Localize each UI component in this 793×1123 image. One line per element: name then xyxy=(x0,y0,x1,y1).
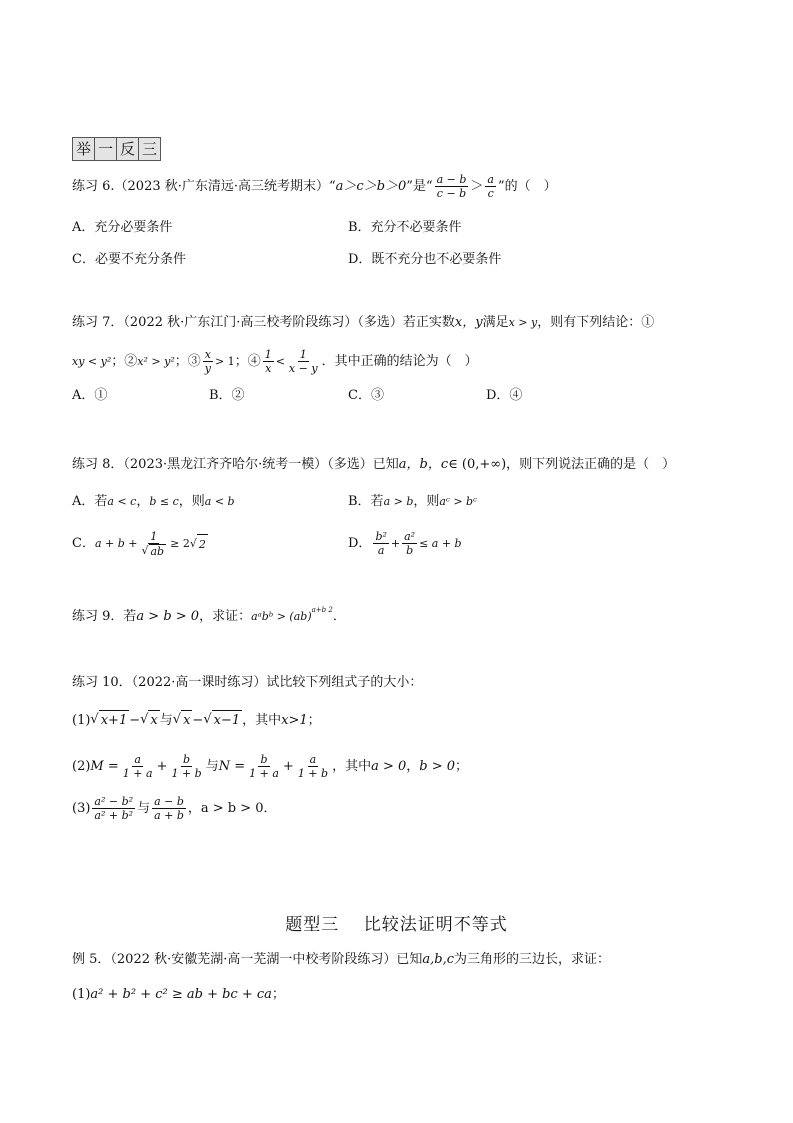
ex7-c3-tail: > 1 xyxy=(214,354,235,368)
ex8-vars: a，b，c xyxy=(398,457,449,472)
ex9-exponent: a+b 2 xyxy=(311,606,333,614)
ex7-suffix: ，则有下列结论：① xyxy=(537,315,655,330)
ex7-suffix-2: ．其中正确的结论为（ ） xyxy=(321,353,478,369)
ex7-option-b: B．② xyxy=(209,388,245,403)
section-heading: 题型三 比较法证明不等式 xyxy=(285,915,508,935)
ex7-condition: x > y xyxy=(508,316,538,329)
ex9-end: ． xyxy=(332,609,346,624)
ex6-option-c: C．必要不充分条件 xyxy=(72,252,186,267)
ex7-conclusion-2: x² > y² xyxy=(137,354,175,368)
ex8-option-d: D． $\frac{\text{b²}}{a}$ + $\frac{\text{a²}}{b}$ ≤ a + b xyxy=(348,530,462,557)
ex7-c4-right: $\frac{1}{x - y}$ xyxy=(288,348,318,375)
exercise-8-question xyxy=(72,455,675,475)
ex6-gt: ＞ xyxy=(470,178,484,194)
ex7-c4-label: ；④ xyxy=(234,353,261,369)
badge-char: 一 xyxy=(95,138,117,160)
exercise-10-title: 练习 10．（2022·高一课时练习）试比较下列组式子的大小： xyxy=(72,675,423,690)
ex7-c4-left: $\frac{1}{x}$ xyxy=(264,348,272,375)
ex6-option-b: B．充分不必要条件 xyxy=(348,220,462,235)
ex7-option-a: A．① xyxy=(72,388,108,403)
ex7-prefix: 练习 7．（2022 秋·广东江门·高三校考阶段练习）（多选）若正实数 xyxy=(72,315,455,330)
section-badge xyxy=(72,137,161,161)
badge-char: 三 xyxy=(142,140,158,158)
exercise-10-part-1: (1) √ x+1 − √ x 与 √ x − √ x−1 ，其中 x>1 ； xyxy=(72,710,321,731)
ex9-expression: aᵃbᵇ > (ab) xyxy=(251,610,312,623)
ex8-option-b: B．若 a > b ，则 aᶜ > bᶜ xyxy=(348,494,477,509)
badge-char: 反 xyxy=(117,138,139,160)
ex8-suffix: ，则下列说法正确的是（ ） xyxy=(506,457,676,472)
ex6-prefix: 练习 6.（2023 秋·广东清远·高三统考期末）“ xyxy=(72,178,336,194)
exercise-10-part-3: (3) $\frac{\text{a² − b²}}{\text{a² + b²}}$ 与 $\frac{a - b}{a + b}$ ，a > b > 0． xyxy=(72,795,277,822)
ex7-option-c: C．③ xyxy=(348,388,384,403)
ex7-c4-lt: < xyxy=(275,354,285,368)
exercise-10-part-2: (2) M = $\frac{a}{1 + a}$ + $\frac{b}{1 + b}$ 与 N = $\frac{b}{1 + a}$ + $\frac{a}{1 + b}$ ，其中 a > 0 ， b > 0 ； xyxy=(72,753,469,780)
example-5-part-1: (1) a² + b² + c² ≥ ab + bc + ca ； xyxy=(72,987,285,1002)
exercise-6-question xyxy=(72,173,557,200)
ex8-prefix: 练习 8．（2023·黑龙江齐齐哈尔·统考一模）（多选）已知 xyxy=(72,457,399,472)
ex8-option-c: C． a + b + 1 √ ab ≥ 2 √ 2 xyxy=(72,530,206,558)
ex9-mid: ，求证： xyxy=(199,609,252,624)
ex6-mid: ”是“ xyxy=(406,178,433,194)
ex8-domain: ∈ (0,+∞) xyxy=(448,457,507,472)
ex9-prefix: 练习 9．若 xyxy=(72,609,137,624)
ex7-conclusion-1: xy < y² xyxy=(72,354,112,368)
ex7-option-d: D．④ xyxy=(486,388,523,403)
ex8-c-fraction: 1 √ ab xyxy=(141,530,165,558)
example-5-question: 例 5．（2022 秋·安徽芜湖·高一芜湖一中校考阶段练习）已知 a,b,c 为三角形的三边长，求证： xyxy=(72,952,611,967)
ex6-suffix: ”的（ ） xyxy=(497,178,557,194)
exercise-9-question xyxy=(72,607,346,627)
ex9-condition: a > b > 0 xyxy=(136,609,200,624)
ex7-c2-label: ；② xyxy=(111,353,138,369)
exercise-7-line-1 xyxy=(72,313,654,333)
ex8-option-a: A．若 a < c ， b ≤ c ，则 a < b xyxy=(72,494,235,509)
ex6-option-d: D．既不充分也不必要条件 xyxy=(348,252,502,267)
ex6-option-a: A．充分必要条件 xyxy=(72,220,173,235)
ex7-vars: x，y xyxy=(454,315,483,330)
exercise-7-line-2 xyxy=(72,348,478,375)
ex7-mid: 满足 xyxy=(482,315,509,330)
ex6-condition: a＞c＞b＞0 xyxy=(335,178,407,194)
badge-char: 举 xyxy=(73,138,95,160)
ex7-c3-label: ；③ xyxy=(174,353,201,369)
ex6-fraction-1: $\frac{a - b}{c - b}$ xyxy=(436,173,467,200)
ex7-c3-fraction: $\frac{x}{y}$ xyxy=(204,348,211,375)
ex6-fraction-2: $\frac{a}{c}$ xyxy=(487,173,494,200)
